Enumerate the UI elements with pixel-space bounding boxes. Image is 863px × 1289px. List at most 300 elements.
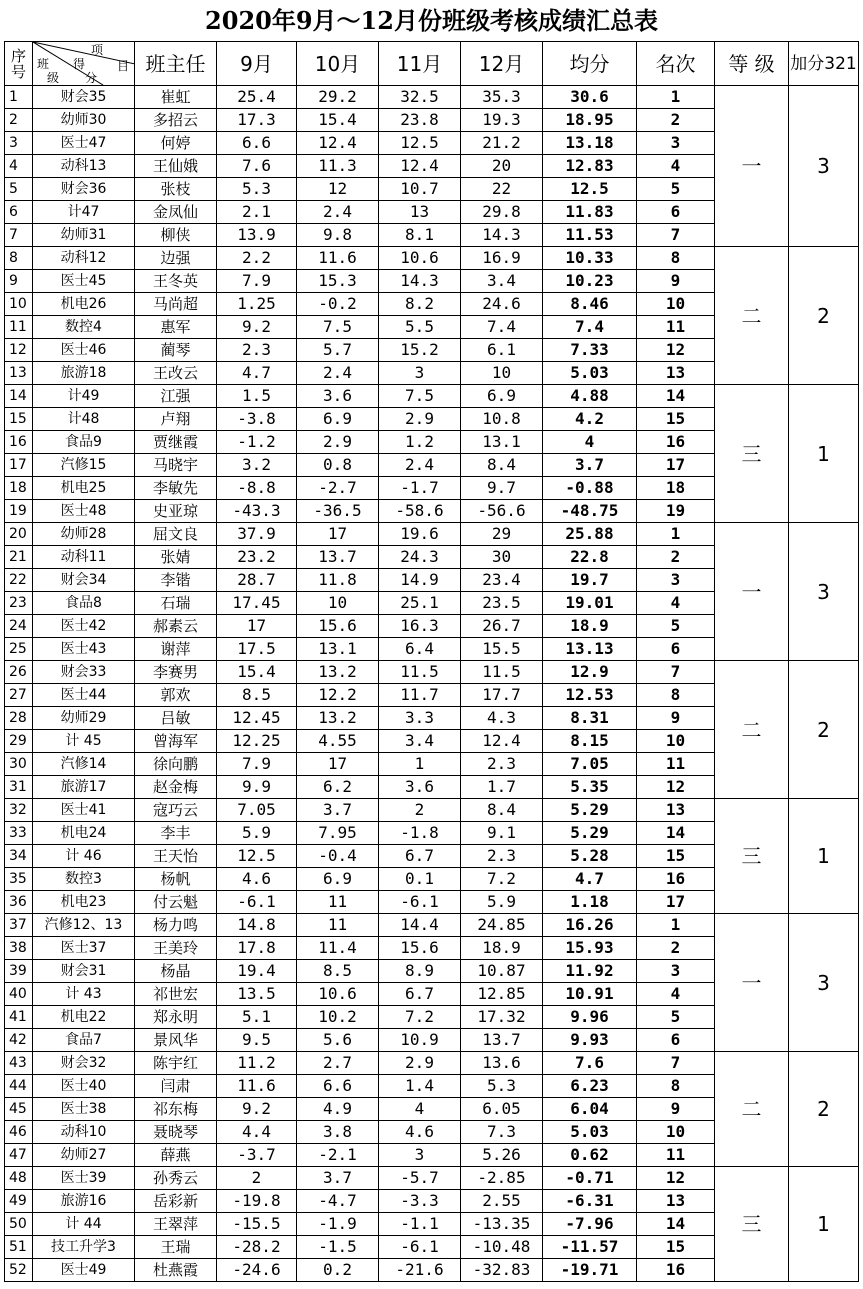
row-oct-score: 13.2 <box>297 707 379 730</box>
row-avg: 30.6 <box>543 86 637 109</box>
row-class: 医士43 <box>33 638 135 661</box>
row-teacher: 赵金梅 <box>135 776 217 799</box>
row-seq: 13 <box>5 362 33 385</box>
row-teacher: 李锴 <box>135 569 217 592</box>
row-rank: 10 <box>637 1121 715 1144</box>
row-dec-score: 21.2 <box>461 132 543 155</box>
table-body <box>5 86 859 1282</box>
row-teacher: 王天怡 <box>135 845 217 868</box>
row-teacher: 屈文良 <box>135 523 217 546</box>
row-avg: 10.91 <box>543 983 637 1006</box>
row-sep-score: 15.4 <box>217 661 297 684</box>
row-dec-score: 30 <box>461 546 543 569</box>
row-sep-score: 12.45 <box>217 707 297 730</box>
row-avg: 8.31 <box>543 707 637 730</box>
row-rank: 14 <box>637 385 715 408</box>
row-teacher: 王改云 <box>135 362 217 385</box>
header-seq: 序号 <box>5 42 33 86</box>
row-class: 医士49 <box>33 1259 135 1282</box>
table-row <box>5 86 859 109</box>
row-seq: 21 <box>5 546 33 569</box>
row-avg: 5.29 <box>543 799 637 822</box>
header-bonus: 加分321 <box>789 42 859 86</box>
row-class: 财会33 <box>33 661 135 684</box>
row-avg: 25.88 <box>543 523 637 546</box>
header-diag-fen: 分 <box>85 71 98 85</box>
group-grade: 三 <box>715 1167 789 1282</box>
row-seq: 5 <box>5 178 33 201</box>
row-rank: 2 <box>637 937 715 960</box>
row-sep-score: 23.2 <box>217 546 297 569</box>
row-nov-score: 19.6 <box>379 523 461 546</box>
row-nov-score: 2.9 <box>379 1052 461 1075</box>
row-oct-score: 2.4 <box>297 362 379 385</box>
row-avg: 5.03 <box>543 362 637 385</box>
row-oct-score: 17 <box>297 523 379 546</box>
row-avg: 13.13 <box>543 638 637 661</box>
row-avg: 22.8 <box>543 546 637 569</box>
row-rank: 7 <box>637 224 715 247</box>
row-dec-score: 9.7 <box>461 477 543 500</box>
table-row <box>5 1167 859 1190</box>
row-class: 数控3 <box>33 868 135 891</box>
row-teacher: 王瑞 <box>135 1236 217 1259</box>
row-dec-score: 8.4 <box>461 454 543 477</box>
row-class: 财会35 <box>33 86 135 109</box>
row-avg: 16.26 <box>543 914 637 937</box>
row-rank: 19 <box>637 500 715 523</box>
row-rank: 13 <box>637 1190 715 1213</box>
row-avg: 12.9 <box>543 661 637 684</box>
row-teacher: 杜燕霞 <box>135 1259 217 1282</box>
row-sep-score: -28.2 <box>217 1236 297 1259</box>
row-nov-score: -58.6 <box>379 500 461 523</box>
row-avg: 8.15 <box>543 730 637 753</box>
row-seq: 14 <box>5 385 33 408</box>
row-rank: 10 <box>637 730 715 753</box>
row-nov-score: 32.5 <box>379 86 461 109</box>
row-dec-score: -32.83 <box>461 1259 543 1282</box>
row-dec-score: 9.1 <box>461 822 543 845</box>
group-bonus: 2 <box>789 661 859 799</box>
row-seq: 36 <box>5 891 33 914</box>
row-class: 幼师27 <box>33 1144 135 1167</box>
row-dec-score: 24.85 <box>461 914 543 937</box>
row-dec-score: 5.9 <box>461 891 543 914</box>
row-nov-score: 6.4 <box>379 638 461 661</box>
row-teacher: 闫肃 <box>135 1075 217 1098</box>
row-rank: 11 <box>637 316 715 339</box>
row-rank: 7 <box>637 1052 715 1075</box>
row-class: 计48 <box>33 408 135 431</box>
row-nov-score: 4.6 <box>379 1121 461 1144</box>
table-row <box>5 661 859 684</box>
row-nov-score: 6.7 <box>379 845 461 868</box>
row-nov-score: 0.1 <box>379 868 461 891</box>
row-avg: 5.03 <box>543 1121 637 1144</box>
row-avg: 12.5 <box>543 178 637 201</box>
row-oct-score: 2.9 <box>297 431 379 454</box>
row-nov-score: 12.4 <box>379 155 461 178</box>
row-nov-score: 3 <box>379 362 461 385</box>
row-teacher: 聂晓琴 <box>135 1121 217 1144</box>
row-seq: 1 <box>5 86 33 109</box>
row-class: 幼师31 <box>33 224 135 247</box>
row-teacher: 多招云 <box>135 109 217 132</box>
row-avg: 5.35 <box>543 776 637 799</box>
row-seq: 45 <box>5 1098 33 1121</box>
row-seq: 48 <box>5 1167 33 1190</box>
row-seq: 40 <box>5 983 33 1006</box>
row-nov-score: 1 <box>379 753 461 776</box>
row-nov-score: 8.1 <box>379 224 461 247</box>
row-oct-score: -1.5 <box>297 1236 379 1259</box>
row-class: 技工升学3 <box>33 1236 135 1259</box>
row-seq: 10 <box>5 293 33 316</box>
row-nov-score: 3.6 <box>379 776 461 799</box>
header-diag-mu: 目 <box>117 59 130 73</box>
row-class: 财会31 <box>33 960 135 983</box>
group-grade: 三 <box>715 799 789 914</box>
group-bonus: 1 <box>789 1167 859 1282</box>
group-bonus: 1 <box>789 799 859 914</box>
row-sep-score: 8.5 <box>217 684 297 707</box>
row-sep-score: 7.6 <box>217 155 297 178</box>
row-sep-score: 17.5 <box>217 638 297 661</box>
row-nov-score: 13 <box>379 201 461 224</box>
row-dec-score: -56.6 <box>461 500 543 523</box>
row-oct-score: 0.2 <box>297 1259 379 1282</box>
row-teacher: 徐向鹏 <box>135 753 217 776</box>
row-dec-score: 16.9 <box>461 247 543 270</box>
row-seq: 51 <box>5 1236 33 1259</box>
row-avg: 19.01 <box>543 592 637 615</box>
row-seq: 46 <box>5 1121 33 1144</box>
row-oct-score: 15.6 <box>297 615 379 638</box>
row-avg: 7.33 <box>543 339 637 362</box>
row-teacher: 吕敏 <box>135 707 217 730</box>
row-class: 计49 <box>33 385 135 408</box>
row-rank: 17 <box>637 891 715 914</box>
row-teacher: 边强 <box>135 247 217 270</box>
row-sep-score: 3.2 <box>217 454 297 477</box>
row-sep-score: 13.5 <box>217 983 297 1006</box>
row-nov-score: 8.9 <box>379 960 461 983</box>
row-seq: 41 <box>5 1006 33 1029</box>
row-dec-score: 1.7 <box>461 776 543 799</box>
row-dec-score: 17.32 <box>461 1006 543 1029</box>
row-class: 医士45 <box>33 270 135 293</box>
row-teacher: 郑永明 <box>135 1006 217 1029</box>
row-seq: 9 <box>5 270 33 293</box>
row-dec-score: 35.3 <box>461 86 543 109</box>
row-avg: 1.18 <box>543 891 637 914</box>
row-oct-score: -2.7 <box>297 477 379 500</box>
row-teacher: 郝素云 <box>135 615 217 638</box>
row-rank: 5 <box>637 615 715 638</box>
row-class: 财会34 <box>33 569 135 592</box>
row-sep-score: -6.1 <box>217 891 297 914</box>
row-nov-score: -3.3 <box>379 1190 461 1213</box>
row-avg: -19.71 <box>543 1259 637 1282</box>
row-seq: 47 <box>5 1144 33 1167</box>
row-oct-score: 9.8 <box>297 224 379 247</box>
row-oct-score: 2.4 <box>297 201 379 224</box>
row-rank: 6 <box>637 201 715 224</box>
row-avg: 4 <box>543 431 637 454</box>
row-seq: 16 <box>5 431 33 454</box>
row-class: 机电23 <box>33 891 135 914</box>
row-sep-score: 12.25 <box>217 730 297 753</box>
row-sep-score: 9.2 <box>217 1098 297 1121</box>
row-teacher: 张婧 <box>135 546 217 569</box>
row-oct-score: 0.8 <box>297 454 379 477</box>
row-nov-score: 1.2 <box>379 431 461 454</box>
row-rank: 6 <box>637 1029 715 1052</box>
row-nov-score: 8.2 <box>379 293 461 316</box>
row-oct-score: 6.6 <box>297 1075 379 1098</box>
row-teacher: 崔虹 <box>135 86 217 109</box>
row-rank: 2 <box>637 546 715 569</box>
row-sep-score: 25.4 <box>217 86 297 109</box>
row-nov-score: 11.5 <box>379 661 461 684</box>
row-rank: 9 <box>637 707 715 730</box>
group-grade: 一 <box>715 914 789 1052</box>
row-rank: 15 <box>637 408 715 431</box>
row-sep-score: 12.5 <box>217 845 297 868</box>
row-oct-score: 11.6 <box>297 247 379 270</box>
row-class: 医士40 <box>33 1075 135 1098</box>
row-avg: 5.28 <box>543 845 637 868</box>
row-oct-score: 29.2 <box>297 86 379 109</box>
row-avg: 12.53 <box>543 684 637 707</box>
row-class: 幼师30 <box>33 109 135 132</box>
row-teacher: 杨晶 <box>135 960 217 983</box>
row-avg: 18.9 <box>543 615 637 638</box>
row-sep-score: 37.9 <box>217 523 297 546</box>
row-nov-score: 2.9 <box>379 408 461 431</box>
row-avg: 11.92 <box>543 960 637 983</box>
header-sep: 9月 <box>217 42 297 86</box>
row-teacher: 何婷 <box>135 132 217 155</box>
table-row <box>5 799 859 822</box>
row-oct-score: 13.2 <box>297 661 379 684</box>
row-oct-score: 7.95 <box>297 822 379 845</box>
row-sep-score: -8.8 <box>217 477 297 500</box>
row-teacher: 景风华 <box>135 1029 217 1052</box>
row-oct-score: 11 <box>297 914 379 937</box>
row-seq: 6 <box>5 201 33 224</box>
row-class: 动科10 <box>33 1121 135 1144</box>
group-grade: 二 <box>715 1052 789 1167</box>
row-seq: 15 <box>5 408 33 431</box>
row-dec-score: 22 <box>461 178 543 201</box>
row-class: 计47 <box>33 201 135 224</box>
row-sep-score: -1.2 <box>217 431 297 454</box>
row-class: 医士39 <box>33 1167 135 1190</box>
row-avg: 11.53 <box>543 224 637 247</box>
row-dec-score: 24.6 <box>461 293 543 316</box>
row-class: 动科11 <box>33 546 135 569</box>
row-seq: 7 <box>5 224 33 247</box>
row-sep-score: -3.7 <box>217 1144 297 1167</box>
row-dec-score: 20 <box>461 155 543 178</box>
row-teacher: 柳侠 <box>135 224 217 247</box>
header-diag-ji: 级 <box>47 71 60 85</box>
row-dec-score: 10 <box>461 362 543 385</box>
row-dec-score: 10.87 <box>461 960 543 983</box>
row-oct-score: 7.5 <box>297 316 379 339</box>
row-nov-score: 10.9 <box>379 1029 461 1052</box>
row-sep-score: -15.5 <box>217 1213 297 1236</box>
row-class: 食品8 <box>33 592 135 615</box>
row-rank: 3 <box>637 569 715 592</box>
row-seq: 37 <box>5 914 33 937</box>
row-nov-score: -5.7 <box>379 1167 461 1190</box>
row-teacher: 杨力鸣 <box>135 914 217 937</box>
row-dec-score: 11.5 <box>461 661 543 684</box>
row-sep-score: 2.1 <box>217 201 297 224</box>
row-class: 财会32 <box>33 1052 135 1075</box>
row-teacher: 曾海军 <box>135 730 217 753</box>
row-avg: 4.2 <box>543 408 637 431</box>
row-dec-score: 23.4 <box>461 569 543 592</box>
row-class: 医士42 <box>33 615 135 638</box>
row-nov-score: 4 <box>379 1098 461 1121</box>
row-oct-score: 5.7 <box>297 339 379 362</box>
header-row <box>5 42 859 86</box>
row-sep-score: 14.8 <box>217 914 297 937</box>
row-rank: 13 <box>637 362 715 385</box>
row-nov-score: 3.4 <box>379 730 461 753</box>
row-teacher: 李赛男 <box>135 661 217 684</box>
row-nov-score: -6.1 <box>379 891 461 914</box>
row-sep-score: 5.9 <box>217 822 297 845</box>
row-nov-score: 16.3 <box>379 615 461 638</box>
row-sep-score: 2.2 <box>217 247 297 270</box>
row-avg: 7.05 <box>543 753 637 776</box>
row-oct-score: 12.4 <box>297 132 379 155</box>
row-avg: 11.83 <box>543 201 637 224</box>
row-oct-score: 6.2 <box>297 776 379 799</box>
row-class: 财会36 <box>33 178 135 201</box>
row-dec-score: 8.4 <box>461 799 543 822</box>
row-nov-score: 15.6 <box>379 937 461 960</box>
row-seq: 30 <box>5 753 33 776</box>
header-teacher: 班主任 <box>135 42 217 86</box>
row-rank: 1 <box>637 86 715 109</box>
row-rank: 9 <box>637 270 715 293</box>
row-rank: 11 <box>637 753 715 776</box>
row-sep-score: 1.25 <box>217 293 297 316</box>
row-avg: 18.95 <box>543 109 637 132</box>
row-rank: 10 <box>637 293 715 316</box>
row-nov-score: -21.6 <box>379 1259 461 1282</box>
row-oct-score: 15.4 <box>297 109 379 132</box>
table-row <box>5 1052 859 1075</box>
row-dec-score: 5.26 <box>461 1144 543 1167</box>
row-class: 计 45 <box>33 730 135 753</box>
row-class: 汽修12、13 <box>33 914 135 937</box>
row-nov-score: 23.8 <box>379 109 461 132</box>
row-seq: 38 <box>5 937 33 960</box>
row-sep-score: 4.6 <box>217 868 297 891</box>
row-avg: -6.31 <box>543 1190 637 1213</box>
row-nov-score: -1.1 <box>379 1213 461 1236</box>
row-oct-score: 3.7 <box>297 1167 379 1190</box>
row-avg: 10.23 <box>543 270 637 293</box>
row-avg: 7.6 <box>543 1052 637 1075</box>
row-seq: 3 <box>5 132 33 155</box>
row-dec-score: 19.3 <box>461 109 543 132</box>
row-nov-score: 5.5 <box>379 316 461 339</box>
row-class: 幼师28 <box>33 523 135 546</box>
row-sep-score: -3.8 <box>217 408 297 431</box>
header-rank: 名次 <box>637 42 715 86</box>
row-sep-score: 11.2 <box>217 1052 297 1075</box>
row-avg: 0.62 <box>543 1144 637 1167</box>
row-teacher: 李丰 <box>135 822 217 845</box>
row-seq: 19 <box>5 500 33 523</box>
row-teacher: 贾继霞 <box>135 431 217 454</box>
row-rank: 3 <box>637 960 715 983</box>
row-class: 食品9 <box>33 431 135 454</box>
row-nov-score: 7.5 <box>379 385 461 408</box>
row-avg: -0.88 <box>543 477 637 500</box>
row-rank: 16 <box>637 1259 715 1282</box>
row-dec-score: 7.4 <box>461 316 543 339</box>
row-dec-score: 2.3 <box>461 753 543 776</box>
row-class: 食品7 <box>33 1029 135 1052</box>
row-rank: 8 <box>637 684 715 707</box>
row-seq: 33 <box>5 822 33 845</box>
row-teacher: 卢翔 <box>135 408 217 431</box>
row-dec-score: 29 <box>461 523 543 546</box>
row-rank: 5 <box>637 178 715 201</box>
row-teacher: 郭欢 <box>135 684 217 707</box>
row-oct-score: 8.5 <box>297 960 379 983</box>
row-class: 动科13 <box>33 155 135 178</box>
row-seq: 2 <box>5 109 33 132</box>
row-oct-score: 4.9 <box>297 1098 379 1121</box>
row-teacher: 陈宇红 <box>135 1052 217 1075</box>
row-oct-score: 11.3 <box>297 155 379 178</box>
row-oct-score: 11.8 <box>297 569 379 592</box>
row-rank: 16 <box>637 868 715 891</box>
row-rank: 4 <box>637 592 715 615</box>
row-oct-score: 15.3 <box>297 270 379 293</box>
row-avg: 13.18 <box>543 132 637 155</box>
row-oct-score: 4.55 <box>297 730 379 753</box>
row-nov-score: 15.2 <box>379 339 461 362</box>
row-seq: 20 <box>5 523 33 546</box>
row-seq: 17 <box>5 454 33 477</box>
row-sep-score: 7.9 <box>217 753 297 776</box>
table-row <box>5 247 859 270</box>
row-sep-score: 4.4 <box>217 1121 297 1144</box>
row-sep-score: -43.3 <box>217 500 297 523</box>
row-sep-score: 2 <box>217 1167 297 1190</box>
row-oct-score: -0.4 <box>297 845 379 868</box>
row-avg: 8.46 <box>543 293 637 316</box>
row-dec-score: 2.3 <box>461 845 543 868</box>
row-class: 医士41 <box>33 799 135 822</box>
row-dec-score: 7.3 <box>461 1121 543 1144</box>
row-avg: -0.71 <box>543 1167 637 1190</box>
row-sep-score: 11.6 <box>217 1075 297 1098</box>
row-sep-score: 9.2 <box>217 316 297 339</box>
row-avg: 6.04 <box>543 1098 637 1121</box>
